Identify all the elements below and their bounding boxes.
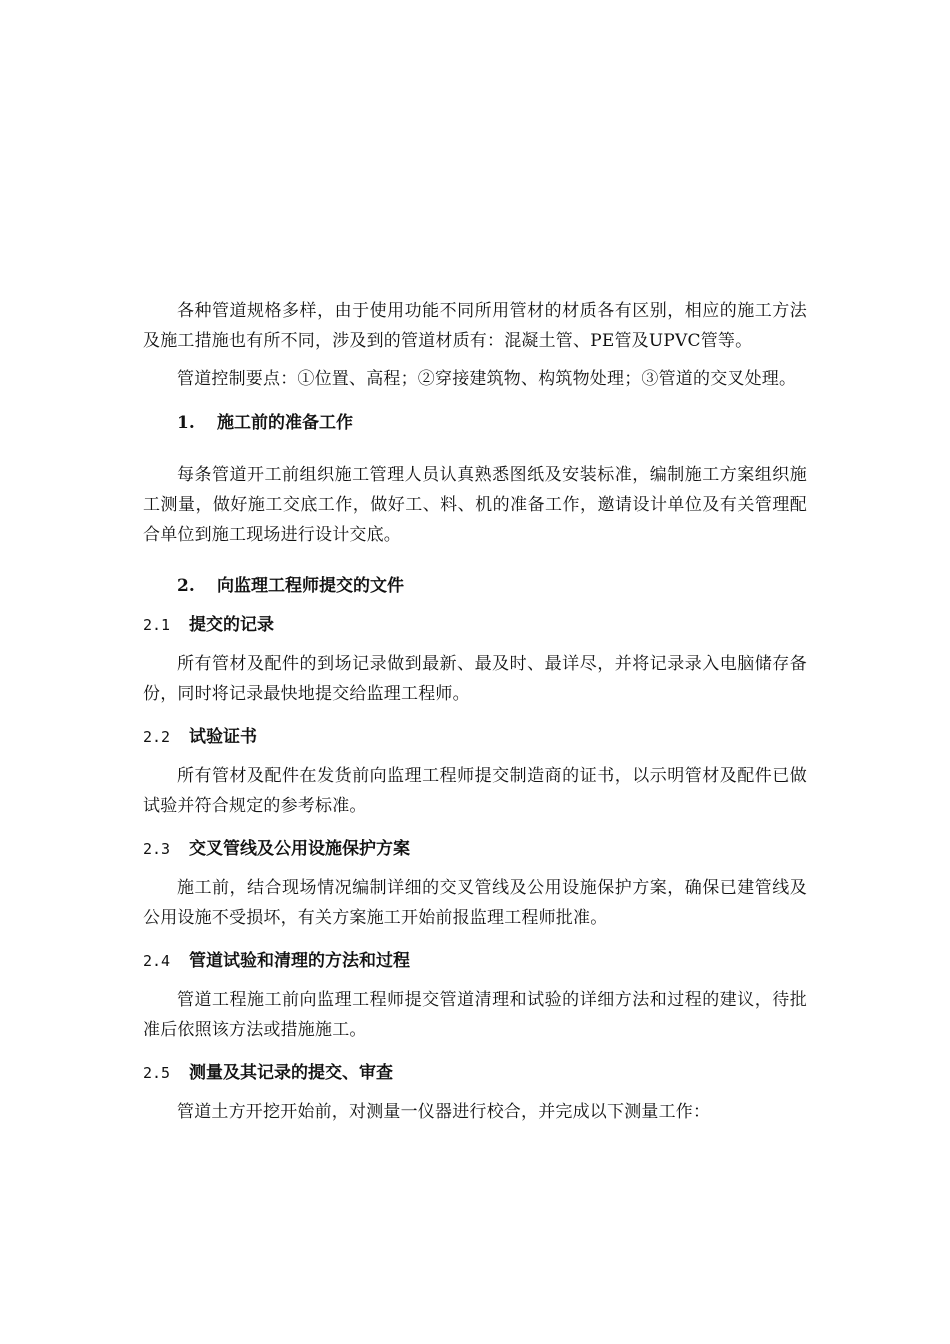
heading-section-2-5 <box>143 1058 807 1088</box>
heading-number: 2.2 <box>143 728 171 746</box>
paragraph-test-methods: 管道工程施工前向监理工程师提交管道清理和试验的详细方法和过程的建议，待批准后依照该方法或措施施工。 <box>143 990 807 1040</box>
paragraph-certificates: 所有管材及配件在发货前向监理工程师提交制造商的证书，以示明管材及配件已做试验并符合规定的参考标准。 <box>143 766 807 816</box>
heading-section-2 <box>143 571 807 601</box>
paragraph-records: 所有管材及配件的到场记录做到最新、最及时、最详尽，并将记录录入电脑储存备份，同时将记录最快地提交给监理工程师。 <box>143 654 807 704</box>
heading-section-2-3 <box>143 834 807 864</box>
heading-title: 提交的记录 <box>189 615 274 635</box>
paragraph-control-points: 管道控制要点：①位置、高程；②穿接建筑物、构筑物处理；③管道的交叉处理。 <box>177 369 797 389</box>
heading-title: 管道试验和清理的方法和过程 <box>189 951 410 971</box>
heading-section-2-4 <box>143 946 807 976</box>
heading-section-2-1 <box>143 610 807 640</box>
heading-title: 交叉管线及公用设施保护方案 <box>189 839 410 859</box>
paragraph-protection-plan: 施工前，结合现场情况编制详细的交叉管线及公用设施保护方案，确保已建管线及公用设施不受损坏，有关方案施工开始前报监理工程师批准。 <box>143 878 807 928</box>
paragraph-preparation: 每条管道开工前组织施工管理人员认真熟悉图纸及安装标准，编制施工方案组织施工测量，做好施工交底工作，做好工、料、机的准备工作，邀请设计单位及有关管理配合单位到施工现场进行设计交底。 <box>143 465 807 545</box>
paragraph-survey: 管道土方开挖开始前，对测量一仪器进行校合，并完成以下测量工作： <box>177 1102 711 1122</box>
heading-number: 2.5 <box>143 1064 171 1082</box>
heading-number: 2. <box>177 576 195 596</box>
heading-number: 1. <box>177 413 195 433</box>
paragraph-pipe-materials: 各种管道规格多样，由于使用功能不同所用管材的材质各有区别，相应的施工方法及施工措施也有所不同，涉及到的管道材质有：混凝土管、PE管及UPVC管等。 <box>143 301 807 351</box>
heading-section-2-2 <box>143 722 807 752</box>
heading-title: 施工前的准备工作 <box>217 413 353 433</box>
document-body <box>143 296 807 1127</box>
heading-number: 2.1 <box>143 616 171 634</box>
heading-title: 向监理工程师提交的文件 <box>217 576 404 596</box>
heading-number: 2.4 <box>143 952 171 970</box>
heading-title: 试验证书 <box>189 727 257 747</box>
heading-number: 2.3 <box>143 840 171 858</box>
heading-section-1 <box>143 408 807 438</box>
heading-title: 测量及其记录的提交、审查 <box>189 1063 393 1083</box>
